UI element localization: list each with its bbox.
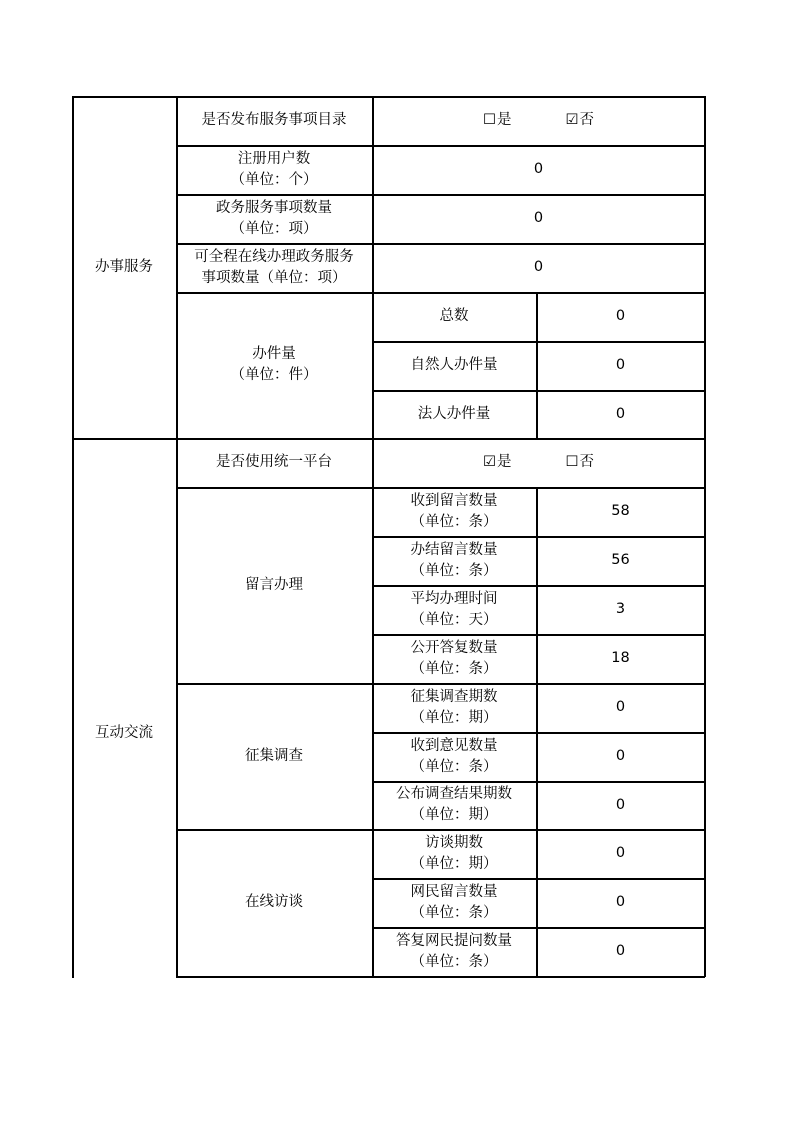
survey-results-value: 0 [615,796,626,813]
handled-label [176,292,372,438]
registered-users-label [176,145,372,194]
row-label: 征集调查期数 [410,688,498,705]
publish-catalog-options [372,96,705,145]
handled-natural-label: 自然人办件量 [410,357,498,373]
unified-platform-label: 是否使用统一平台 [216,454,332,470]
option-yes[interactable] [483,110,512,131]
row-unit: （单位：条） [410,660,498,677]
row-unit: （单位：条） [410,758,498,775]
section-interaction-label: 互动交流 [95,724,153,741]
row-label: 办结留言数量 [410,541,498,558]
row-label: 可全程在线办理政务服务 [194,248,354,265]
service-items-label [176,194,372,243]
row-unit: （单位：条） [410,513,498,530]
option-yes-label: 是 [497,454,512,470]
row-label: 答复网民提问数量 [396,932,512,949]
survey-opinions-value: 0 [615,748,626,764]
checkbox-unchecked-icon: ☐ [565,454,579,470]
row-label-2: 事项数量（单位：项） [201,269,347,286]
row-unit: （单位：期） [410,807,498,823]
handled-total-label: 总数 [439,308,469,324]
interview-answered-value: 0 [615,943,626,959]
option-yes[interactable] [483,452,512,473]
interview-label: 在线访谈 [245,894,303,910]
row-unit: （单位：天） [410,611,498,628]
grid-line [176,976,705,978]
handled-legal-label: 法人办件量 [417,405,491,422]
option-yes-label: 是 [497,112,512,128]
messages-completed-value: 56 [611,552,630,568]
row-label: 注册用户数 [237,150,311,167]
option-no-label: 否 [579,112,594,128]
interview-netizen-label [372,878,536,927]
option-no[interactable] [566,452,595,473]
row-unit: （单位：条） [410,953,498,970]
row-label: 网民留言数量 [410,883,498,900]
option-no[interactable] [566,110,595,131]
checkbox-checked-icon: ☑ [565,112,579,128]
row-label: 访谈期数 [425,834,483,851]
row-unit: （单位：条） [410,904,498,921]
interview-periods-label [372,829,536,878]
handled-total-value: 0 [615,308,626,324]
messages-received-label [372,487,536,536]
row-label: 收到意见数量 [410,737,498,754]
online-items-value: 0 [533,259,544,275]
unified-platform-options [372,438,705,487]
row-label: 公布调查结果期数 [396,786,512,802]
row-unit: （单位：件） [230,367,318,383]
registered-users-value: 0 [533,161,544,177]
messages-received-value: 58 [611,503,630,519]
handled-natural-value: 0 [615,357,626,373]
row-unit: （单位：期） [410,709,498,726]
interview-answered-label [372,927,536,976]
handled-legal-value: 0 [615,405,626,422]
survey-results-label [372,781,536,829]
interview-periods-value: 0 [615,845,626,861]
publish-catalog-label: 是否发布服务事项目录 [201,112,347,128]
messages-label: 留言办理 [245,576,303,593]
row-label: 平均办理时间 [410,590,498,607]
row-label: 政务服务事项数量 [216,199,332,216]
option-no-label: 否 [579,454,594,470]
row-label: 办件量 [252,346,296,362]
messages-completed-label [372,536,536,585]
messages-avgtime-value: 3 [615,601,626,617]
row-unit: （单位：期） [410,855,498,872]
survey-periods-value: 0 [615,699,626,715]
row-unit: （单位：项） [230,220,318,237]
online-items-label [176,243,372,292]
row-unit: （单位：个） [230,171,318,188]
row-unit: （单位：条） [410,562,498,579]
checkbox-unchecked-icon: ☐ [483,112,496,128]
interview-netizen-value: 0 [615,894,626,910]
row-label: 公开答复数量 [410,639,498,656]
survey-opinions-label [372,732,536,781]
service-items-value: 0 [533,210,544,226]
survey-periods-label [372,683,536,732]
section-service-label: 办事服务 [95,258,153,275]
survey-label: 征集调查 [245,747,303,764]
messages-public-label [372,634,536,683]
row-label: 收到留言数量 [410,492,498,509]
messages-avgtime-label [372,585,536,634]
messages-public-value: 18 [611,650,630,666]
checkbox-checked-icon: ☑ [483,454,496,470]
